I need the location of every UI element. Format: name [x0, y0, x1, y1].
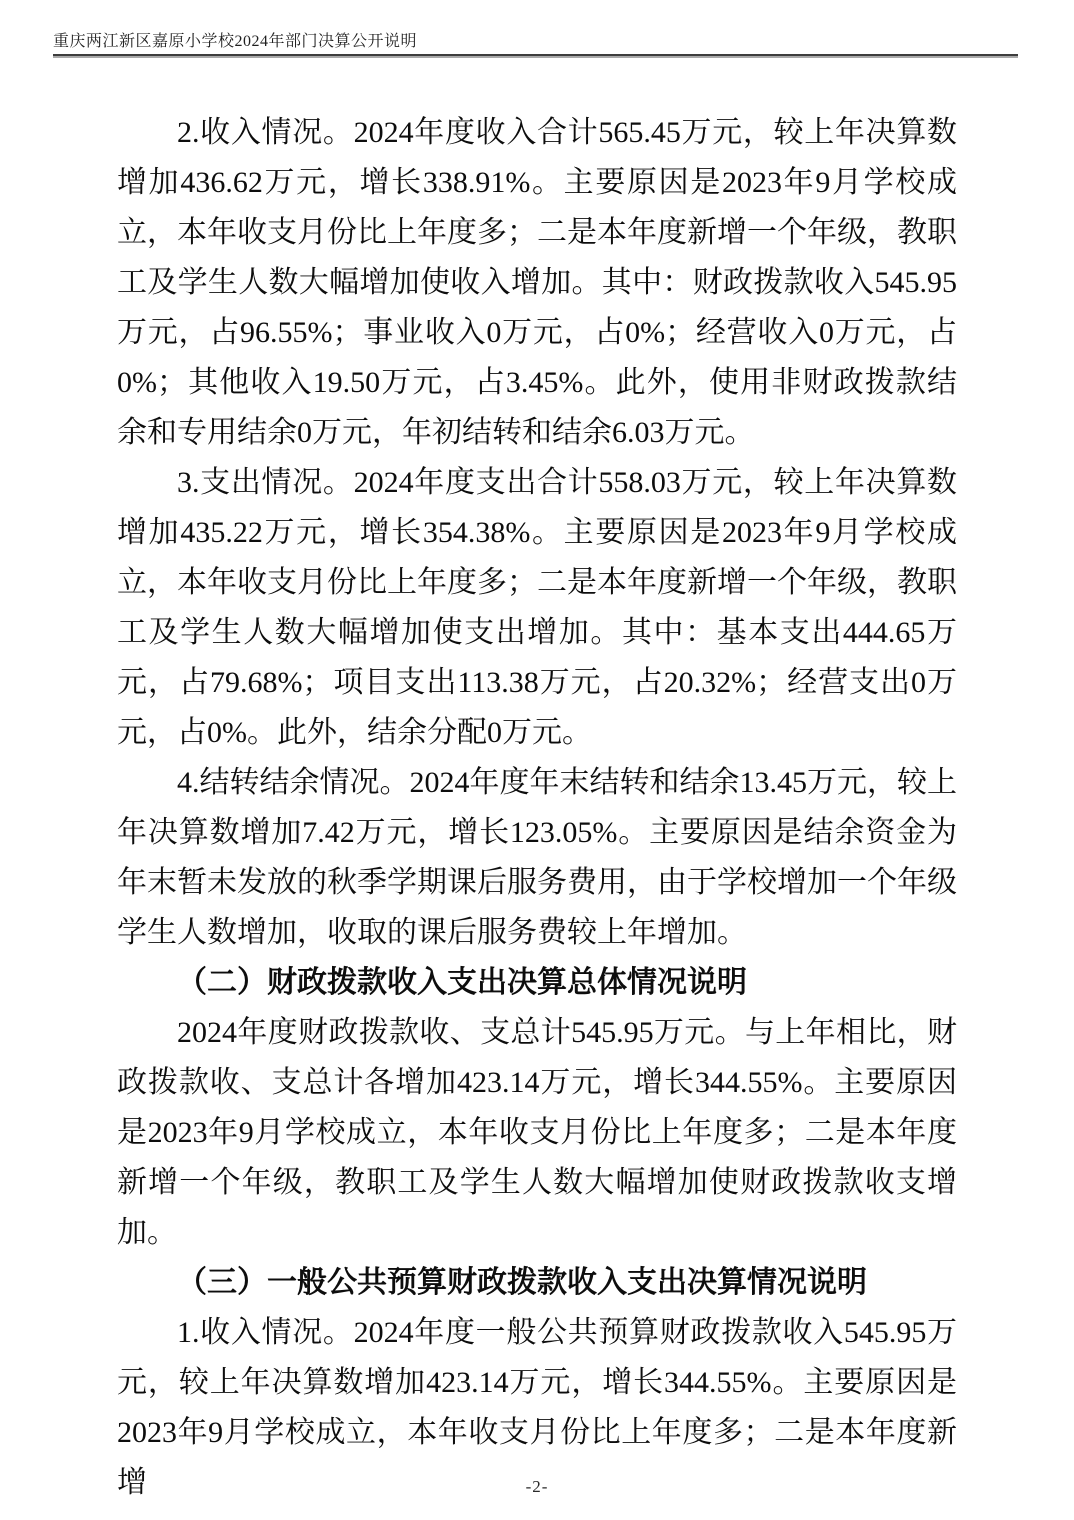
paragraph-expenditure-overview: 3.支出情况。2024年度支出合计558.03万元，较上年决算数增加435.22万元，增长354.38%。主要原因是2023年9月学校成立，本年收支月份比上年度多；二是本年度新增一个年级，教职工及学生人数大幅增加使支出增加。其中：基本支出444.65万元，占79.68%；项目支出113.38万元，占20.32%；经营支出0万元，占0%。此外，结余分配0万元。 — [117, 466, 957, 749]
paragraph-fiscal-appropriation-overview: 2024年度财政拨款收、支总计545.95万元。与上年相比，财政拨款收、支总计各增加423.14万元，增长344.55%。主要原因是2023年9月学校成立，本年收支月份比上年度多；二是本年度新增一个年级，教职工及学生人数大幅增加使财政拨款收支增加。 — [117, 1016, 957, 1249]
section-heading-general-public-budget: （三）一般公共预算财政拨款收入支出决算情况说明 — [177, 1266, 867, 1299]
document-body — [117, 108, 957, 1508]
page-header-title: 重庆两江新区嘉原小学校2024年部门决算公开说明 — [53, 33, 418, 50]
paragraph-income-overview: 2.收入情况。2024年度收入合计565.45万元，较上年决算数增加436.62万元，增长338.91%。主要原因是2023年9月学校成立，本年收支月份比上年度多；二是本年度新增一个年级，教职工及学生人数大幅增加使收入增加。其中：财政拨款收入545.95万元，占96.55%；事业收入0万元，占0%；经营收入0万元，占0%；其他收入19.50万元，占3.45%。此外，使用非财政拨款结余和专用结余0万元，年初结转和结余6.03万元。 — [117, 116, 957, 449]
paragraph-carryover-balance: 4.结转结余情况。2024年度年末结转和结余13.45万元，较上年决算数增加7.42万元，增长123.05%。主要原因是结余资金为年末暂未发放的秋季学期课后服务费用，由于学校增加一个年级学生人数增加，收取的课后服务费较上年增加。 — [117, 766, 957, 949]
paragraph-general-budget-income: 1.收入情况。2024年度一般公共预算财政拨款收入545.95万元，较上年决算数增加423.14万元，增长344.55%。主要原因是2023年9月学校成立，本年收支月份比上年度多；二是本年度新增 — [117, 1316, 957, 1499]
section-heading-fiscal-appropriation: （二）财政拨款收入支出决算总体情况说明 — [177, 966, 747, 999]
header-divider-line — [53, 54, 1018, 58]
page-number: -2- — [525, 1477, 549, 1496]
